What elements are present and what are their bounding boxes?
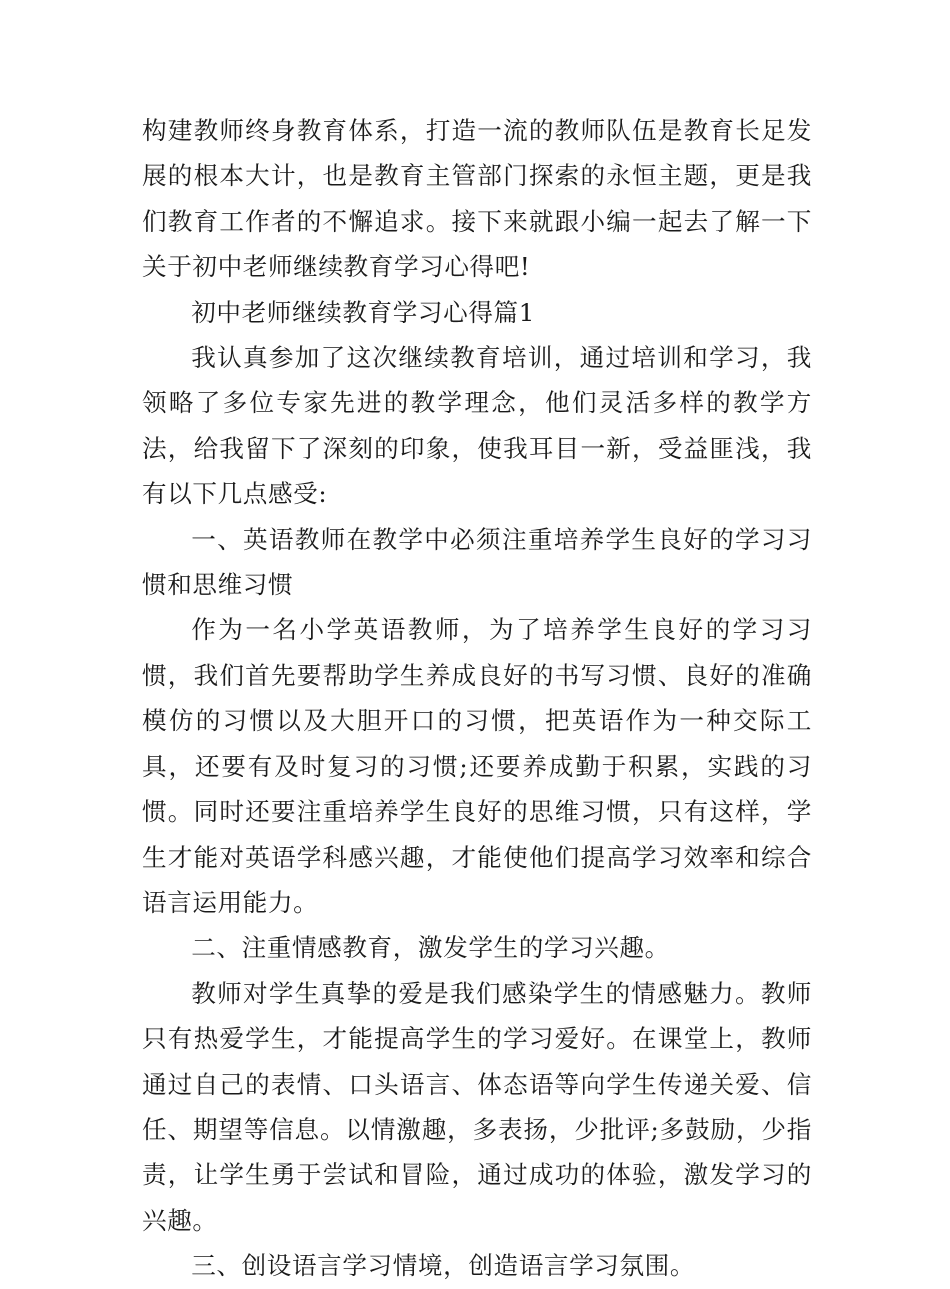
- intro-paragraph: 构建教师终身教育体系，打造一流的教师队伍是教育长足发展的根本大计，也是教育主管部门探索的永恒主题，更是我们教育工作者的不懈追求。接下来就跟小编一起去了解一下关于初中老师继续教育学习心得吧!: [142, 116, 812, 282]
- body-paragraph: 作为一名小学英语教师，为了培养学生良好的学习习惯，我们首先要帮助学生养成良好的书写习惯、良好的准确模仿的习惯以及大胆开口的习惯，把英语作为一种交际工具，还要有及时复习的习惯;还要养成勤于积累，实践的习惯。同时还要注重培养学生良好的思维习惯，只有这样，学生才能对英语学科感兴趣，才能使他们提高学习效率和综合语言运用能力。: [142, 615, 812, 917]
- body-paragraph: 教师对学生真挚的爱是我们感染学生的情感魅力。教师只有热爱学生，才能提高学生的学习爱好。在课堂上，教师通过自己的表情、口头语言、体态语等向学生传递关爱、信任、期望等信息。以情激趣，多表扬，少批评;多鼓励，少指责，让学生勇于尝试和冒险，通过成功的体验，激发学习的兴趣。: [142, 978, 812, 1235]
- point-heading-1: 一、英语教师在教学中必须注重培养学生良好的学习习惯和思维习惯: [142, 524, 812, 600]
- point-heading-2: 二、注重情感教育，激发学生的学习兴趣。: [191, 933, 670, 963]
- document-body: [142, 108, 812, 1289]
- body-paragraph: 我认真参加了这次继续教育培训，通过培训和学习，我领略了多位专家先进的教学理念，他们灵活多样的教学方法，给我留下了深刻的印象，使我耳目一新，受益匪浅，我有以下几点感受:: [142, 343, 812, 509]
- section-heading: 初中老师继续教育学习心得篇1: [191, 297, 535, 327]
- point-heading-3: 三、创设语言学习情境，创造语言学习氛围。: [191, 1251, 696, 1281]
